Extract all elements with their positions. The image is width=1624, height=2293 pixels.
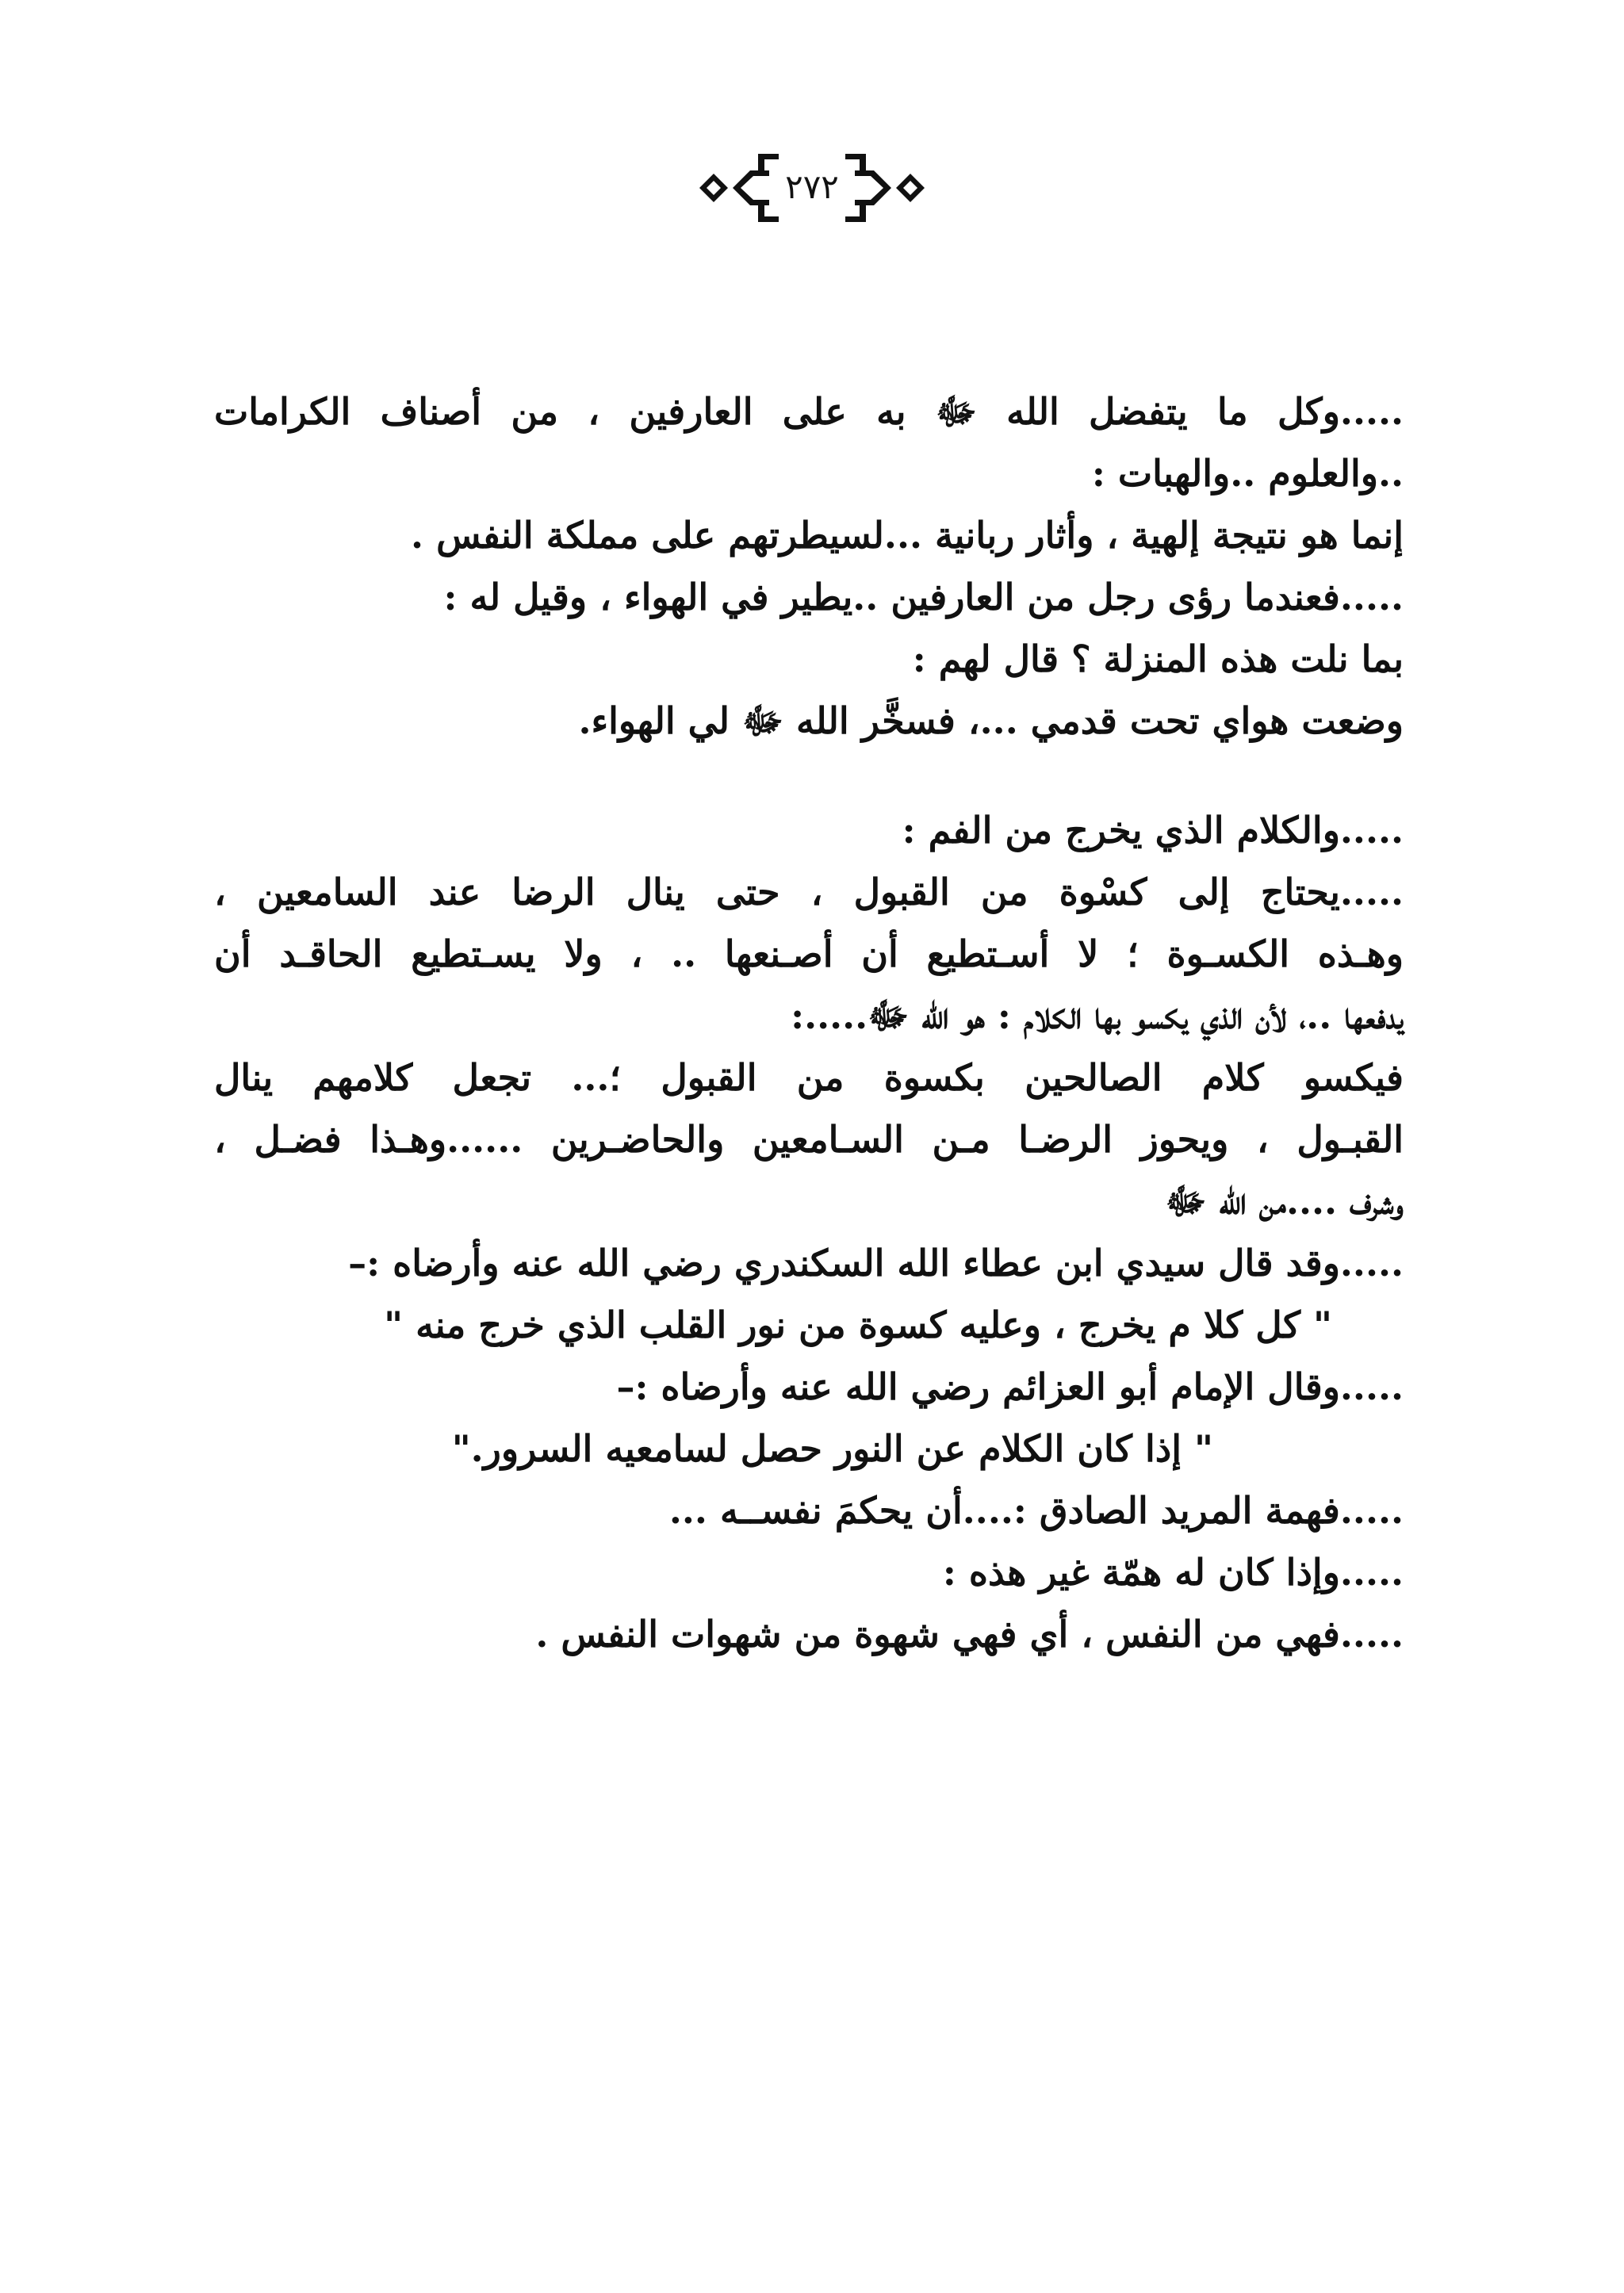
text-line-20: .....فهي من النفس ، أي فهي شهوة من شهوات النفس .	[535, 1613, 1404, 1656]
text-line-17: " إذا كان الكلام عن النور حصل لسامعيه السرور."	[451, 1427, 1213, 1470]
text-line-19: .....وإذا كان له همّة غير هذه :	[942, 1551, 1404, 1594]
text-line-2: ..والعلوم ..والهبات :	[1091, 452, 1404, 495]
text-line-15: " كل كلا م يخرج ، وعليه كسوة من نور القلب الذي خرج منه "	[384, 1303, 1332, 1346]
text-line-10: يدفعها ..، لأن الذي يكسو بها الكلام : هو الله ﷻ.....:	[791, 994, 1404, 1037]
text-line-3: إنما هو نتيجة إلهية ، وأثار ربانية ...لسيطرتهم على مملكة النفس .	[411, 514, 1404, 557]
page-number: ٢٧٢	[785, 167, 839, 206]
paragraph-gap	[214, 752, 1404, 799]
page-header	[0, 144, 1624, 232]
text-line-12: القبـول ، ويحوز الرضـا مـن السـامعين والحاضـرين ......وهـذا فضـل ،	[214, 1118, 1404, 1161]
text-line-9: وهـذه الكسـوة ؛ لا أسـتطيع أن أصـنعها .. ، ولا يسـتطيع الحاقـد أن	[214, 932, 1404, 975]
text-line-16: .....وقال الإمام أبو العزائم رضي الله عنه وأرضاه :–	[616, 1365, 1404, 1408]
text-line-13: وشرف ....من الله ﷻ	[1165, 1180, 1404, 1223]
page-body	[214, 381, 1404, 1665]
text-line-8: .....يحتاج إلى كسْوة من القبول ، حتى ينال الرضا عند السامعين ،	[214, 871, 1404, 913]
text-line-5: بما نلت هذه المنزلة ؟ قال لهم :	[912, 637, 1404, 680]
text-line-4: .....فعندما رؤى رجل من العارفين ..يطير في الهواء ، وقيل له :	[443, 576, 1404, 618]
text-line-18: .....فهمة المريد الصادق :....أن يحكمَ نفســه ...	[668, 1489, 1404, 1532]
text-line-11: فيكسو كلام الصالحين بكسوة من القبول ؛... تجعل كلامهم ينال	[214, 1056, 1404, 1099]
text-line-7: .....والكلام الذي يخرج من الفم :	[902, 809, 1404, 852]
text-line-14: .....وقد قال سيدي ابن عطاء الله السكندري رضي الله عنه وأرضاه :–	[348, 1242, 1404, 1284]
text-line-1: .....وكل ما يتفضل الله ﷻ به على العارفين ، من أصناف الكرامات	[214, 390, 1404, 433]
text-line-6: وضعت هواي تحت قدمي ...، فسخَّر الله ﷻ لي الهواء.	[578, 699, 1404, 742]
